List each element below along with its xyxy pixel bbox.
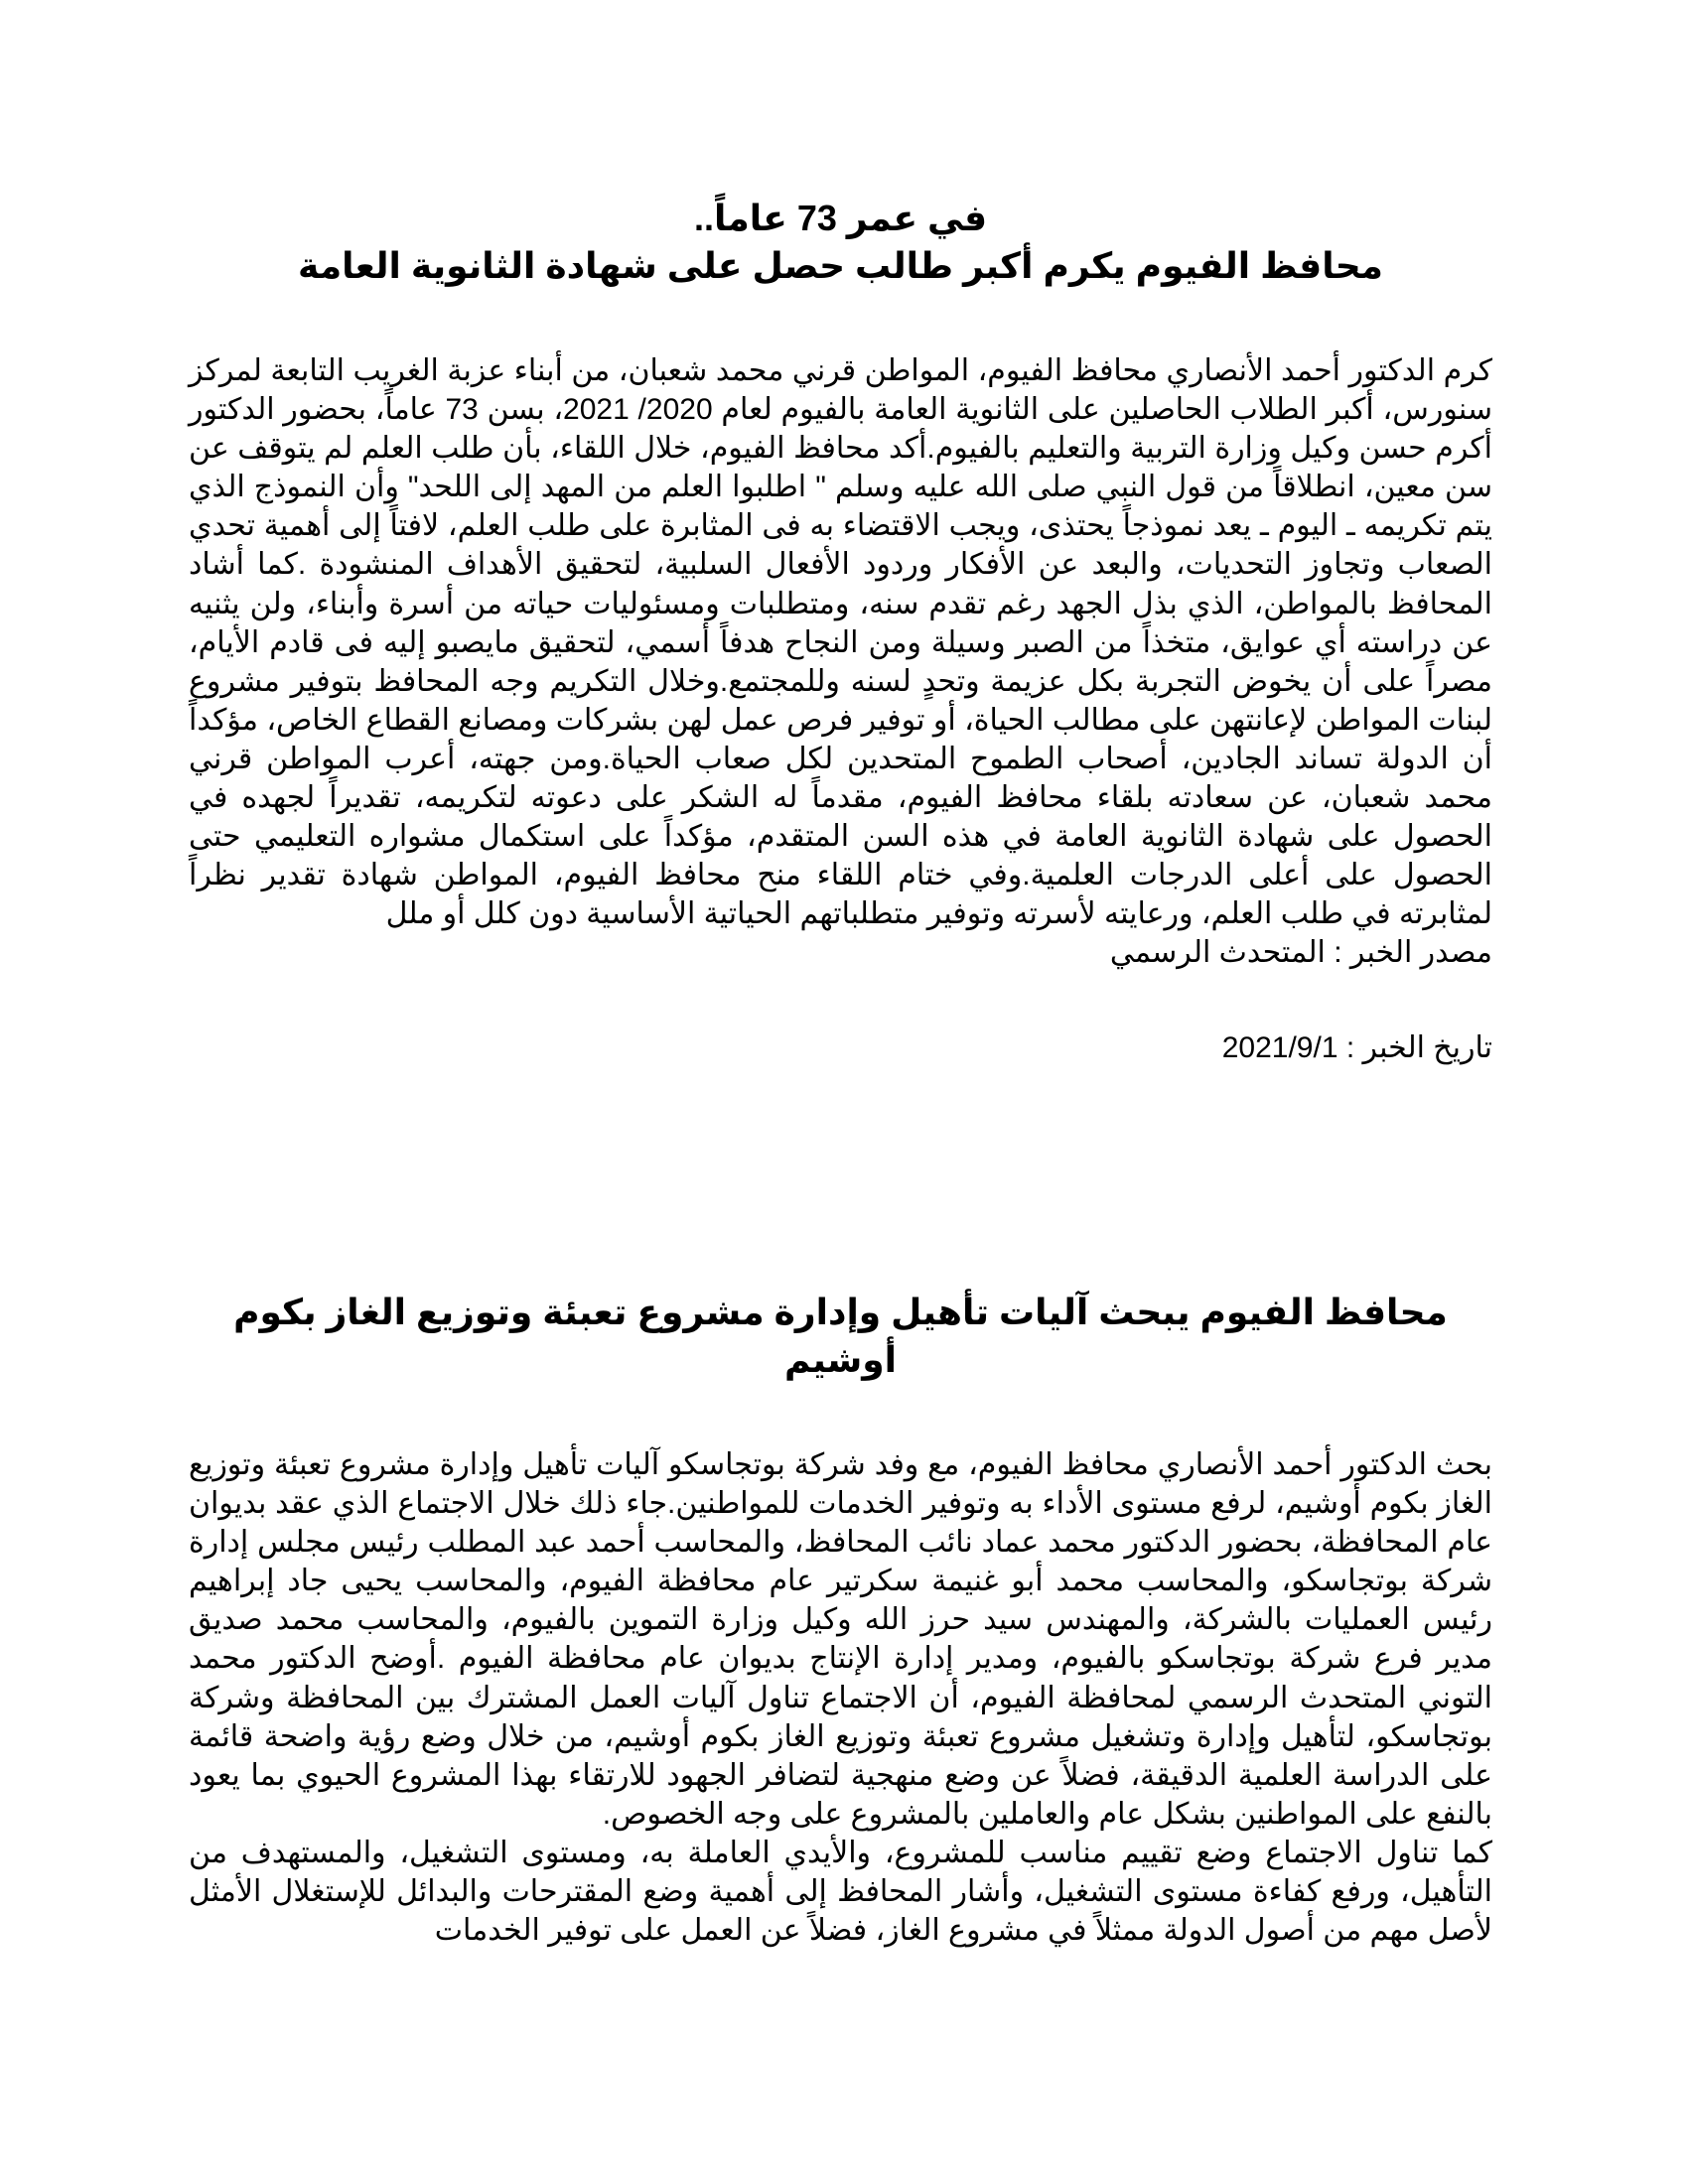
article-1-headline-line-1: في عمر 73 عاماً.. bbox=[693, 198, 988, 238]
article-1-headline-line-2: محافظ الفيوم يكرم أكبر طالب حصل على شهادة الثانوية العامة bbox=[298, 245, 1383, 286]
news-article-1 bbox=[189, 195, 1492, 1067]
article-1-body: كرم الدكتور أحمد الأنصاري محافظ الفيوم، المواطن قرني محمد شعبان، من أبناء عزبة الغريب التابعة لمركز سنورس، أكبر الطلاب الحاصلين على الثانوية العامة بالفيوم لعام 2020/ 2021، بسن 73 عاماً، بحضور الدكتور أكرم حسن وكيل وزارة التربية والتعليم بالفيوم.أكد محافظ الفيوم، خلال اللقاء، بأن طلب العلم لم يتوقف عن سن معين، انطلاقاً من قول النبي صلى الله عليه وسلم " اطلبوا العلم من المهد إلى اللحد" وأن النموذج الذي يتم تكريمه ـ اليوم ـ يعد نموذجاً يحتذى، ويجب الاقتضاء به فى المثابرة على طلب العلم، لافتاً إلى أهمية تحدي الصعاب وتجاوز التحديات، والبعد عن الأفكار وردود الأفعال السلبية، لتحقيق الأهداف المنشودة .كما أشاد المحافظ بالمواطن، الذي بذل الجهد رغم تقدم سنه، ومتطلبات ومسئوليات حياته من أسرة وأبناء، ولن يثنيه عن دراسته أي عوايق، متخذاً من الصبر وسيلة ومن النجاح هدفاً أسمي، لتحقيق مايصبو إليه فى قادم الأيام، مصراً على أن يخوض التجربة بكل عزيمة وتحدٍ لسنه وللمجتمع.وخلال التكريم وجه المحافظ بتوفير مشروع لبنات المواطن لإعانتهن على مطالب الحياة، أو توفير فرص عمل لهن بشركات ومصانع القطاع الخاص، مؤكداً أن الدولة تساند الجادين، أصحاب الطموح المتحدين لكل صعاب الحياة.ومن جهته، أعرب المواطن قرني محمد شعبان، عن سعادته بلقاء محافظ الفيوم، مقدماً له الشكر على دعوته لتكريمه، تقديراً لجهده في الحصول على شهادة الثانوية العامة في هذه السن المتقدم، مؤكداً على استكمال مشواره التعليمي حتى الحصول على أعلى الدرجات العلمية.وفي ختام اللقاء منح محافظ الفيوم، المواطن شهادة تقدير نظراً لمثابرته في طلب العلم، ورعايته لأسرته وتوفير متطلباتهم الحياتية الأساسية دون كلل أو ملل bbox=[189, 354, 1493, 931]
article-2-headline bbox=[189, 1289, 1492, 1384]
article-1-source: مصدر الخبر : المتحدث الرسمي bbox=[1109, 936, 1492, 970]
article-2-headline-line-1: محافظ الفيوم يبحث آليات تأهيل وإدارة مشروع تعبئة وتوزيع الغاز بكوم أوشيم bbox=[233, 1292, 1448, 1380]
article-1-headline bbox=[189, 195, 1492, 290]
article-1-date: تاريخ الخبر : 2021/9/1 bbox=[1221, 1031, 1492, 1065]
article-2-body-paragraph-1: بحث الدكتور أحمد الأنصاري محافظ الفيوم، مع وفد شركة بوتجاسكو آليات تأهيل وإدارة مشروع تعبئة وتوزيع الغاز بكوم أوشيم، لرفع مستوى الأداء به وتوفير الخدمات للمواطنين.جاء ذلك خلال الاجتماع الذي عقد بديوان عام المحافظة، بحضور الدكتور محمد عماد نائب المحافظ، والمحاسب أحمد عبد المطلب رئيس مجلس إدارة شركة بوتجاسكو، والمحاسب محمد أبو غنيمة سكرتير عام محافظة الفيوم، والمحاسب يحيى جاد إبراهيم رئيس العمليات بالشركة، والمهندس سيد حرز الله وكيل وزارة التموين بالفيوم، والمحاسب محمد صديق مدير فرع شركة بوتجاسكو بالفيوم، ومدير إدارة الإنتاج بديوان عام محافظة الفيوم .أوضح الدكتور محمد التوني المتحدث الرسمي لمحافظة الفيوم، أن الاجتماع تناول آليات العمل المشترك بين المحافظة وشركة بوتجاسكو، لتأهيل وإدارة وتشغيل مشروع تعبئة وتوزيع الغاز بكوم أوشيم، من خلال وضع رؤية واضحة قائمة على الدراسة العلمية الدقيقة، فضلاً عن وضع منهجية لتضافر الجهود للارتقاء بهذا المشروع الحيوي بما يعود بالنفع على المواطنين بشكل عام والعاملين بالمشروع على وجه الخصوص. bbox=[189, 1448, 1492, 1831]
article-2-body-paragraph-2: كما تناول الاجتماع وضع تقييم مناسب للمشروع، والأيدي العاملة به، ومستوى التشغيل، والمستهدف من التأهيل، ورفع كفاءة مستوى التشغيل، وأشار المحافظ إلى أهمية وضع المقترحات والبدائل للإستغلال الأمثل لأصل مهم من أصول الدولة ممثلاً في مشروع الغاز، فضلاً عن العمل على توفير الخدمات bbox=[189, 1836, 1492, 1948]
news-article-2 bbox=[189, 1289, 1492, 1950]
